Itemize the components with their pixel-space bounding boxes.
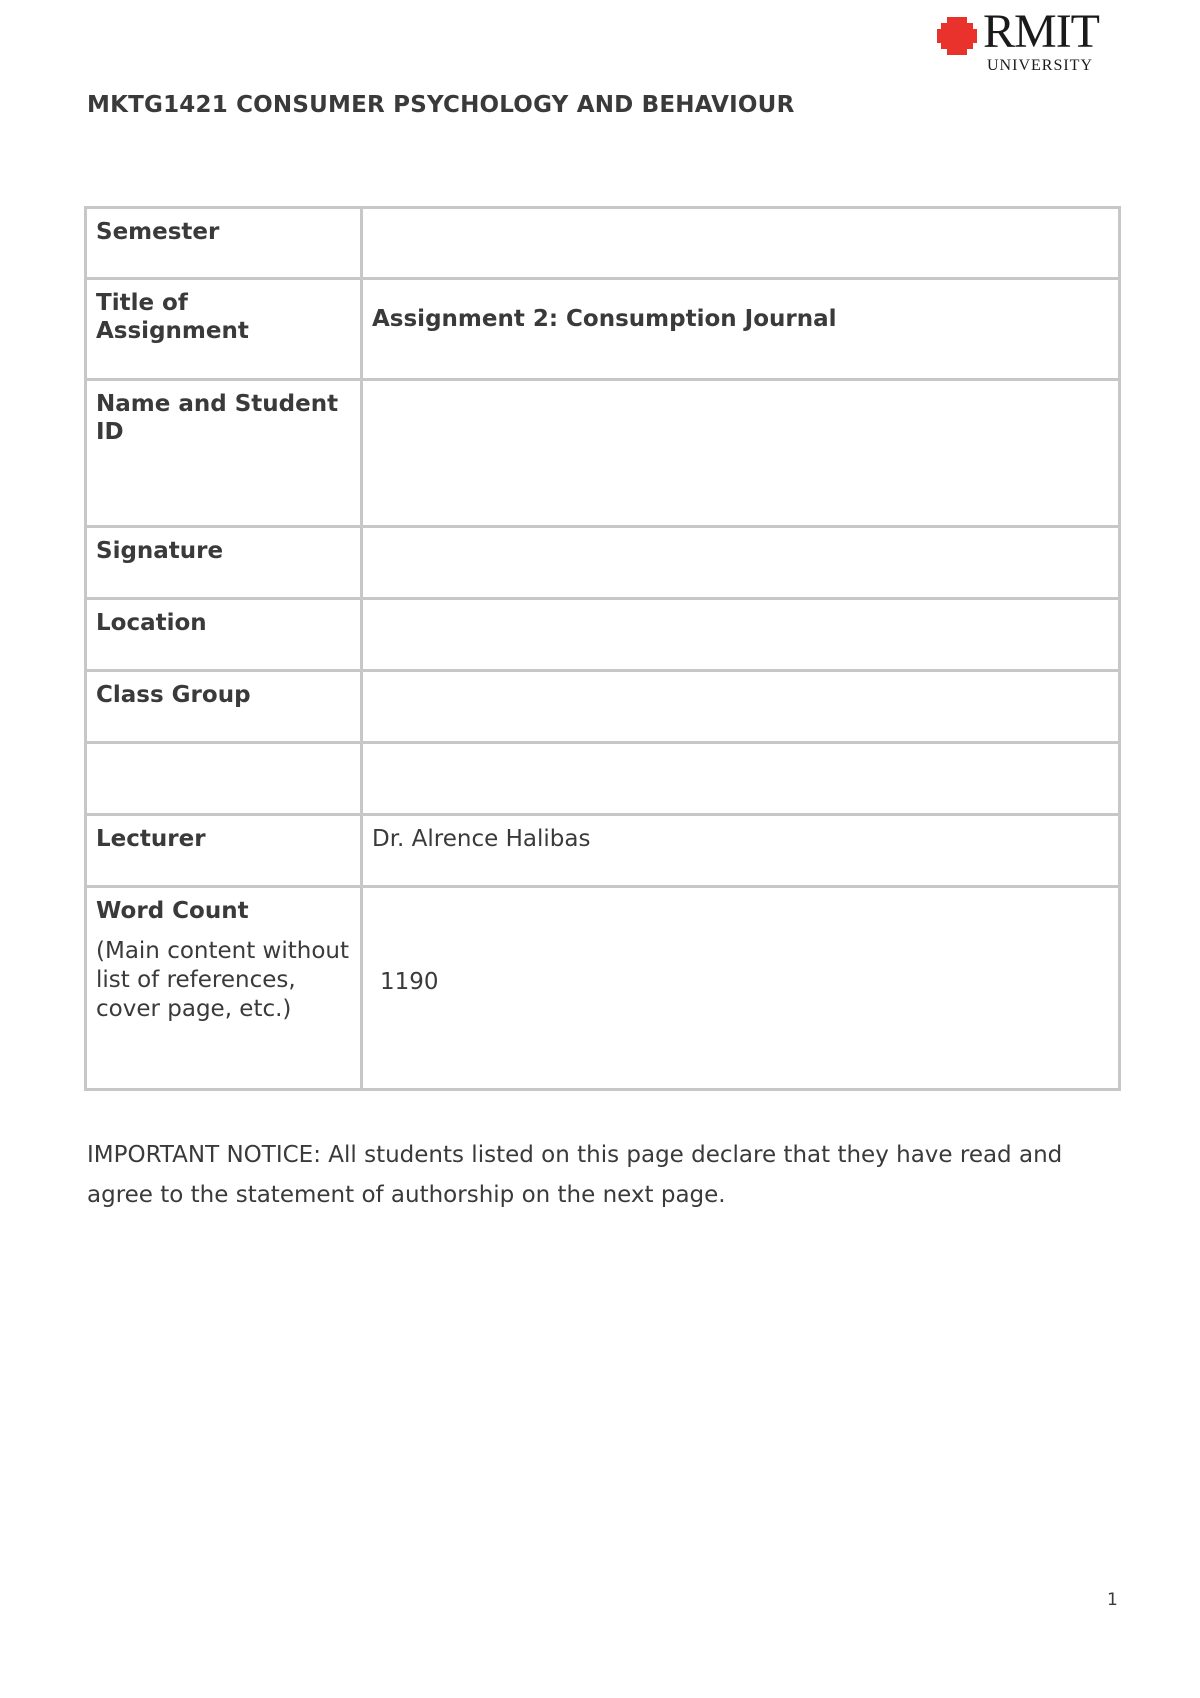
page-number: 1 [1107,1590,1118,1610]
lecturer-value-cell [362,815,1120,887]
title-value-cell [362,279,1120,380]
cover-sheet-table [84,206,1121,1091]
title-label-cell [86,279,362,380]
semester-value-cell [362,208,1120,279]
word-count-note: (Main content without list of references, cover page, etc.) [96,938,350,1022]
word-count-value-cell [362,887,1120,1090]
name-id-label: Name and Student ID [96,391,339,445]
class-group-label: Class Group [96,682,251,708]
title-label: Title of Assignment [96,290,249,344]
name-id-label-cell [86,380,362,527]
table-row-class-group [86,671,1120,743]
location-label: Location [96,610,207,636]
assignment-title: Assignment 2: Consumption Journal [372,306,837,332]
lecturer-name: Dr. Alrence Halibas [372,826,591,852]
semester-label-cell [86,208,362,279]
lecturer-label-cell [86,815,362,887]
rmit-pixel-mark-icon [937,15,979,57]
signature-label-cell [86,527,362,599]
blank-label [87,744,360,753]
blank-label-cell [86,743,362,815]
name-id-value-cell [362,380,1120,527]
table-row-word-count [86,887,1120,1090]
signature-value-cell [362,527,1120,599]
table-row-location [86,599,1120,671]
word-count-value: 1190 [380,969,439,995]
table-row-blank [86,743,1120,815]
class-group-value-cell [362,671,1120,743]
blank-value-cell [362,743,1120,815]
logo-subtitle: UNIVERSITY [987,57,1093,74]
semester-label: Semester [96,219,220,245]
location-value-cell [362,599,1120,671]
class-group-label-cell [86,671,362,743]
lecturer-label: Lecturer [96,826,206,852]
rmit-logo [937,5,1107,76]
table-row-title [86,279,1120,380]
course-title: MKTG1421 CONSUMER PSYCHOLOGY AND BEHAVIOUR [87,92,795,118]
table-row-signature [86,527,1120,599]
important-notice: IMPORTANT NOTICE: All students listed on this page declare that they have read and agree to the statement of authorship on the next page. [87,1142,1063,1208]
location-label-cell [86,599,362,671]
logo-wordmark: RMIT [983,5,1099,58]
table-row-lecturer [86,815,1120,887]
word-count-label-cell [86,887,362,1090]
table-row-name-id [86,380,1120,527]
table-row-semester [86,208,1120,279]
word-count-label: Word Count [96,898,249,924]
signature-label: Signature [96,538,224,564]
